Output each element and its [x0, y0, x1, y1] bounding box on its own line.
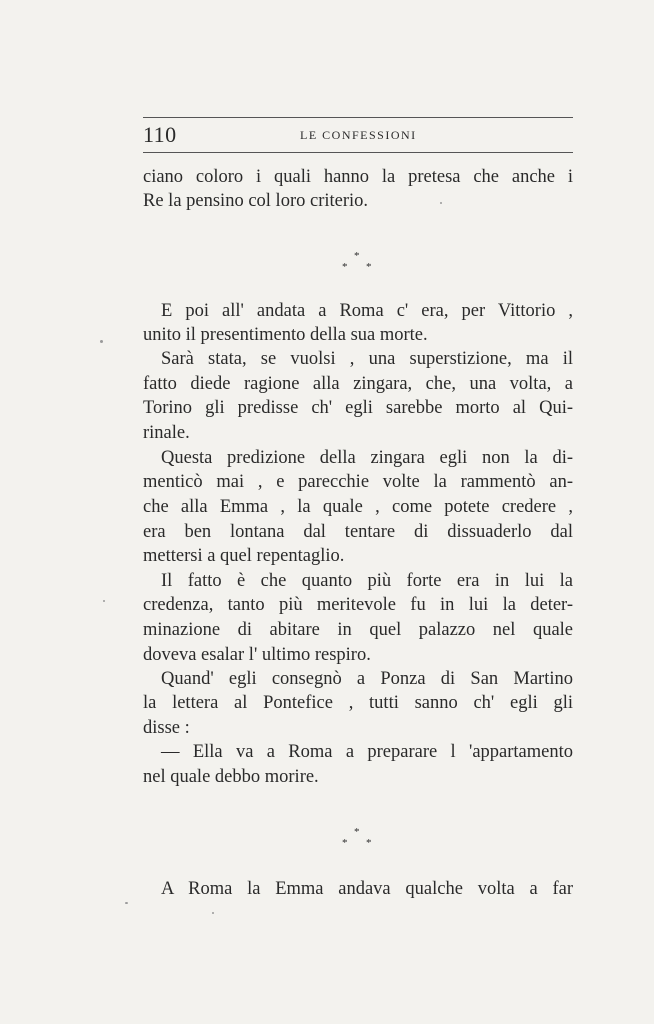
text-line: che alla Emma , la quale , come potete credere ,	[143, 497, 573, 517]
scan-speck	[212, 912, 214, 914]
text-line: fatto diede ragione alla zingara, che, una volta, a	[143, 374, 573, 394]
text-line: mettersi a quel repentaglio.	[143, 546, 345, 566]
text-line: rinale.	[143, 423, 190, 443]
text-line: Sarà stata, se vuolsi , una superstizione, ma il	[161, 349, 573, 369]
text-line: Torino gli predisse ch' egli sarebbe morto al Qui-	[143, 398, 573, 418]
text-line: nel quale debbo morire.	[143, 767, 319, 787]
text-line: Quand' egli consegnò a Ponza di San Martino	[161, 669, 573, 689]
text-line: minazione di abitare in quel palazzo nel quale	[143, 620, 573, 640]
text-line: E poi all' andata a Roma c' era, per Vittorio ,	[161, 301, 573, 321]
asterisk: *	[354, 250, 360, 262]
text-line: Il fatto è che quanto più forte era in lui la	[161, 571, 573, 591]
section-separator	[338, 826, 378, 856]
section-separator	[338, 250, 378, 280]
page-header	[143, 120, 573, 150]
scan-speck	[440, 202, 442, 204]
text-line: doveva esalar l' ultimo respiro.	[143, 645, 371, 665]
text-line: — Ella va a Roma a preparare l 'appartamento	[161, 742, 573, 762]
text-line: unito il presentimento della sua morte.	[143, 325, 428, 345]
asterisk: *	[366, 261, 372, 273]
header-top-rule	[143, 117, 573, 118]
text-line: Re la pensino col loro criterio.	[143, 191, 369, 211]
scan-speck	[100, 340, 103, 343]
text-line: disse :	[143, 718, 190, 738]
page-number: 110	[143, 122, 177, 147]
scan-speck	[103, 600, 105, 602]
asterisk: *	[354, 826, 360, 838]
header-bottom-rule	[143, 152, 573, 153]
running-title: LE CONFESSIONI	[300, 128, 417, 142]
asterisk: *	[366, 837, 372, 849]
text-line: era ben lontana dal tentare di dissuaderlo dal	[143, 522, 573, 542]
text-line: Questa predizione della zingara egli non la di-	[161, 448, 573, 468]
asterisk: *	[342, 261, 348, 273]
text-line: menticò mai , e parecchie volte la rammentò an-	[143, 472, 573, 492]
text-line: la lettera al Pontefice , tutti sanno ch' egli gli	[143, 693, 573, 713]
text-line: credenza, tanto più meritevole fu in lui la deter-	[143, 595, 573, 615]
asterisk: *	[342, 837, 348, 849]
text-line: ciano coloro i quali hanno la pretesa che anche i	[143, 167, 573, 187]
scan-speck	[125, 902, 128, 904]
text-line: A Roma la Emma andava qualche volta a far	[161, 879, 573, 899]
